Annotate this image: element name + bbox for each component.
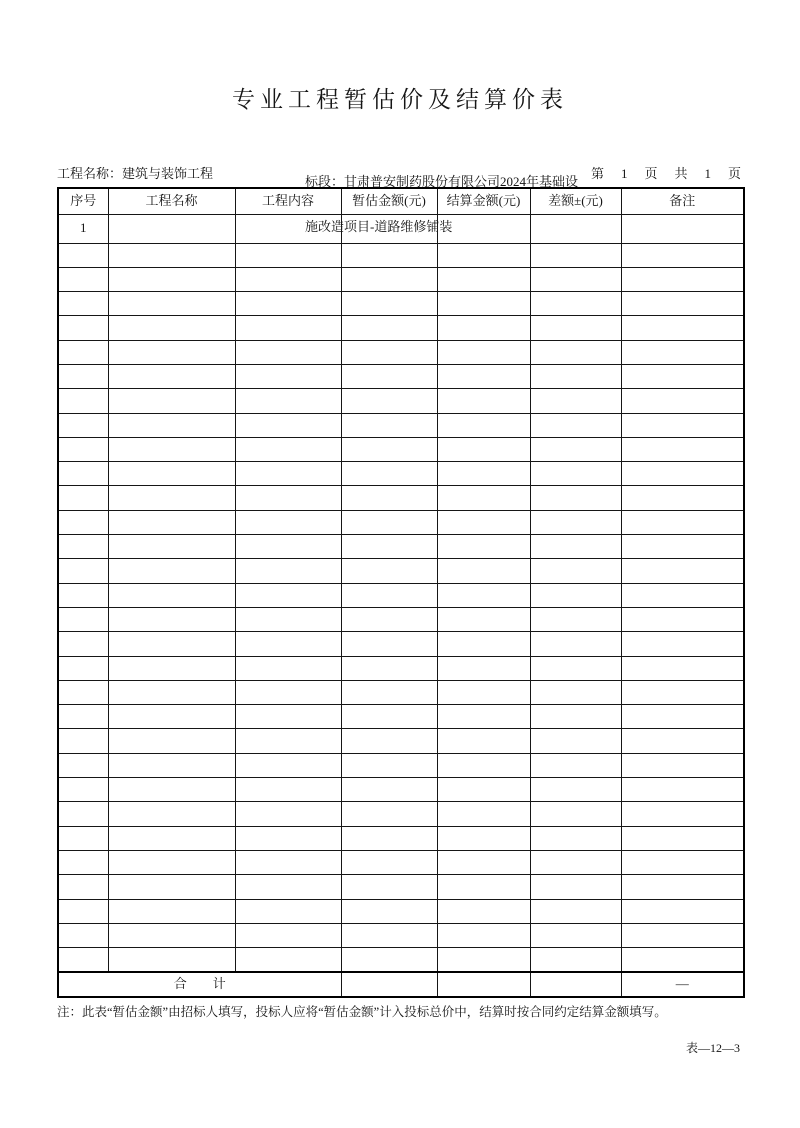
- table-cell: [437, 753, 530, 777]
- table-cell: [437, 437, 530, 461]
- table-cell: [235, 292, 341, 316]
- table-cell: [341, 753, 437, 777]
- table-cell: [530, 243, 621, 267]
- table-cell: [58, 753, 108, 777]
- table-cell: [58, 826, 108, 850]
- table-cell: [235, 850, 341, 874]
- table-cell: [235, 875, 341, 899]
- total-remark: —: [621, 972, 744, 997]
- table-cell: [108, 510, 235, 534]
- table-cell: [621, 437, 744, 461]
- table-cell: [58, 802, 108, 826]
- table-cell: [235, 535, 341, 559]
- table-cell: [530, 729, 621, 753]
- table-cell: [437, 632, 530, 656]
- table-cell: [108, 486, 235, 510]
- table-cell: [235, 214, 341, 243]
- table-cell: [621, 778, 744, 802]
- table-cell: [341, 214, 437, 243]
- table-cell: [108, 267, 235, 291]
- column-header: 结算金额(元): [437, 188, 530, 214]
- table-cell: [437, 583, 530, 607]
- table-cell: [108, 632, 235, 656]
- table-row: [58, 632, 744, 656]
- table-cell: [530, 802, 621, 826]
- table-row: [58, 316, 744, 340]
- table-cell: [341, 826, 437, 850]
- table-cell: [235, 462, 341, 486]
- table-cell: [530, 413, 621, 437]
- table-cell: [108, 364, 235, 388]
- table-row: [58, 778, 744, 802]
- table-cell: [437, 899, 530, 923]
- page-number: 第 1 页 共 1 页: [590, 166, 743, 181]
- table-cell: [235, 413, 341, 437]
- table-cell: [108, 583, 235, 607]
- table-cell: [108, 437, 235, 461]
- table-cell: [530, 680, 621, 704]
- table-cell: [437, 486, 530, 510]
- table-cell: [235, 729, 341, 753]
- table-row: [58, 753, 744, 777]
- table-row: [58, 462, 744, 486]
- table-cell: [530, 923, 621, 947]
- table-cell: [58, 778, 108, 802]
- table-cell: [621, 510, 744, 534]
- table-cell: [235, 437, 341, 461]
- total-value-cell: [341, 972, 437, 997]
- table-row: [58, 340, 744, 364]
- table-cell: 1: [58, 214, 108, 243]
- table-row: [58, 559, 744, 583]
- table-row: [58, 850, 744, 874]
- table-cell: [621, 340, 744, 364]
- column-header: 序号: [58, 188, 108, 214]
- table-cell: [235, 486, 341, 510]
- table-cell: [58, 486, 108, 510]
- table-cell: [235, 243, 341, 267]
- table-cell: [235, 559, 341, 583]
- total-value-cell: [530, 972, 621, 997]
- section-line2: 施改造项目-道路维修铺装: [305, 219, 453, 234]
- section-line1: 标段：甘肃普安制药股份有限公司2024年基础设: [305, 174, 579, 189]
- table-cell: [235, 778, 341, 802]
- table-cell: [58, 656, 108, 680]
- table-cell: [437, 705, 530, 729]
- table-cell: [341, 705, 437, 729]
- table-cell: [235, 802, 341, 826]
- table-cell: [530, 705, 621, 729]
- table-cell: [621, 583, 744, 607]
- table-cell: [621, 899, 744, 923]
- table-cell: [530, 267, 621, 291]
- table-row: [58, 510, 744, 534]
- table-cell: [621, 486, 744, 510]
- table-cell: [437, 340, 530, 364]
- table-cell: [58, 437, 108, 461]
- table-cell: [437, 656, 530, 680]
- table-cell: [530, 214, 621, 243]
- table-cell: [437, 802, 530, 826]
- table-cell: [621, 413, 744, 437]
- table-cell: [437, 364, 530, 388]
- table-cell: [341, 656, 437, 680]
- table-cell: [108, 729, 235, 753]
- table-cell: [437, 826, 530, 850]
- table-cell: [58, 948, 108, 972]
- table-cell: [621, 680, 744, 704]
- table-cell: [530, 389, 621, 413]
- table-cell: [437, 875, 530, 899]
- table-cell: [235, 680, 341, 704]
- table-cell: [108, 389, 235, 413]
- table-cell: [235, 656, 341, 680]
- table-cell: [341, 778, 437, 802]
- table-cell: [108, 875, 235, 899]
- table-cell: [235, 607, 341, 631]
- table-cell: [108, 243, 235, 267]
- total-row: [58, 972, 744, 997]
- table-cell: [341, 510, 437, 534]
- table-cell: [58, 462, 108, 486]
- footnote: 注：此表“暂估金额”由招标人填写，投标人应将“暂估金额”计入投标总价中，结算时按合同约定结算金额填写。: [57, 1005, 667, 1019]
- table-row: [58, 802, 744, 826]
- table-cell: [437, 462, 530, 486]
- table-cell: [108, 559, 235, 583]
- table-cell: [108, 607, 235, 631]
- table-cell: [341, 364, 437, 388]
- table-cell: [235, 705, 341, 729]
- table-cell: [437, 948, 530, 972]
- table-cell: [341, 559, 437, 583]
- table-cell: [58, 316, 108, 340]
- table-cell: [58, 340, 108, 364]
- total-label: 合 计: [58, 972, 341, 997]
- table-row: [58, 607, 744, 631]
- table-cell: [437, 535, 530, 559]
- table-cell: [58, 364, 108, 388]
- table-cell: [235, 826, 341, 850]
- table-cell: [621, 607, 744, 631]
- column-header: 工程内容: [235, 188, 341, 214]
- table-cell: [621, 214, 744, 243]
- table-cell: [530, 559, 621, 583]
- table-cell: [108, 705, 235, 729]
- table-cell: [437, 778, 530, 802]
- table-cell: [530, 583, 621, 607]
- table-cell: [621, 243, 744, 267]
- table-row: [58, 875, 744, 899]
- table-cell: [108, 923, 235, 947]
- table-cell: [58, 923, 108, 947]
- table-cell: [621, 632, 744, 656]
- table-cell: [621, 292, 744, 316]
- table-row: [58, 292, 744, 316]
- table-cell: [341, 632, 437, 656]
- table-row: [58, 729, 744, 753]
- table-cell: [437, 413, 530, 437]
- table-cell: [530, 607, 621, 631]
- table-cell: [235, 899, 341, 923]
- table-cell: [341, 462, 437, 486]
- table-cell: [621, 826, 744, 850]
- table-row: [58, 583, 744, 607]
- table-cell: [58, 850, 108, 874]
- table-cell: [341, 802, 437, 826]
- table-cell: [108, 826, 235, 850]
- table-cell: [437, 316, 530, 340]
- table-cell: [437, 559, 530, 583]
- table-cell: [58, 705, 108, 729]
- table-cell: [341, 729, 437, 753]
- table-cell: [341, 316, 437, 340]
- table-cell: [108, 778, 235, 802]
- table-cell: [530, 340, 621, 364]
- table-cell: [621, 656, 744, 680]
- table-cell: [621, 559, 744, 583]
- estimate-settlement-table: [57, 187, 745, 998]
- table-cell: [341, 875, 437, 899]
- table-cell: [235, 948, 341, 972]
- table-row: [58, 705, 744, 729]
- table-cell: [341, 948, 437, 972]
- table-cell: [530, 656, 621, 680]
- table-header-row: [58, 188, 744, 214]
- table-cell: [621, 267, 744, 291]
- table-cell: [621, 364, 744, 388]
- table-row: [58, 267, 744, 291]
- table-cell: [530, 316, 621, 340]
- table-row: [58, 437, 744, 461]
- table-cell: [437, 680, 530, 704]
- table-cell: [530, 826, 621, 850]
- table-cell: [437, 389, 530, 413]
- table-cell: [58, 389, 108, 413]
- table-cell: [341, 389, 437, 413]
- table-cell: [530, 753, 621, 777]
- table-row: [58, 389, 744, 413]
- table-cell: [341, 899, 437, 923]
- table-cell: [235, 340, 341, 364]
- table-cell: [58, 559, 108, 583]
- table-cell: [341, 850, 437, 874]
- table-cell: [437, 850, 530, 874]
- page-title: 专业工程暂估价及结算价表: [232, 87, 568, 112]
- table-row: [58, 535, 744, 559]
- table-cell: [108, 802, 235, 826]
- table-body: [58, 214, 744, 972]
- table-cell: [341, 437, 437, 461]
- table-cell: [621, 802, 744, 826]
- table-cell: [235, 583, 341, 607]
- column-header: 工程名称: [108, 188, 235, 214]
- table-row: [58, 826, 744, 850]
- table-cell: [530, 899, 621, 923]
- table-cell: [341, 607, 437, 631]
- table-row: [58, 214, 744, 243]
- table-cell: [530, 632, 621, 656]
- table-cell: [58, 267, 108, 291]
- column-header: 备注: [621, 188, 744, 214]
- table-row: [58, 899, 744, 923]
- table-cell: [108, 850, 235, 874]
- table-cell: [235, 364, 341, 388]
- table-cell: [341, 923, 437, 947]
- table-cell: [58, 729, 108, 753]
- table-cell: [621, 535, 744, 559]
- table-cell: [235, 316, 341, 340]
- table-cell: [621, 923, 744, 947]
- table-cell: [530, 510, 621, 534]
- table-row: [58, 364, 744, 388]
- table-cell: [621, 389, 744, 413]
- table-cell: [58, 535, 108, 559]
- table-cell: [58, 243, 108, 267]
- table-cell: [621, 705, 744, 729]
- table-cell: [235, 632, 341, 656]
- table-cell: [341, 292, 437, 316]
- total-value-cell: [437, 972, 530, 997]
- table-cell: [621, 462, 744, 486]
- table-cell: [621, 316, 744, 340]
- table-row: [58, 413, 744, 437]
- table-cell: [58, 292, 108, 316]
- table-cell: [530, 437, 621, 461]
- table-cell: [621, 948, 744, 972]
- table-cell: [437, 292, 530, 316]
- table-row: [58, 680, 744, 704]
- table-cell: [108, 340, 235, 364]
- table-cell: [58, 875, 108, 899]
- table-cell: [437, 243, 530, 267]
- table-cell: [437, 923, 530, 947]
- table-cell: [621, 729, 744, 753]
- table-cell: [341, 583, 437, 607]
- table-cell: [108, 753, 235, 777]
- table-cell: [108, 462, 235, 486]
- table-cell: [235, 510, 341, 534]
- table-cell: [58, 607, 108, 631]
- table-cell: [437, 607, 530, 631]
- table-cell: [530, 535, 621, 559]
- table-cell: [621, 875, 744, 899]
- table-code: 表—12—3: [685, 1041, 740, 1055]
- table-cell: [341, 680, 437, 704]
- table-cell: [58, 632, 108, 656]
- table-cell: [235, 753, 341, 777]
- table-cell: [341, 267, 437, 291]
- table-cell: [108, 316, 235, 340]
- table-cell: [341, 486, 437, 510]
- table-cell: [58, 510, 108, 534]
- table-cell: [530, 462, 621, 486]
- table-row: [58, 923, 744, 947]
- table-cell: [437, 729, 530, 753]
- table-cell: [108, 948, 235, 972]
- table-cell: [235, 389, 341, 413]
- table-cell: [341, 243, 437, 267]
- table-cell: [235, 923, 341, 947]
- table-cell: [530, 948, 621, 972]
- table-cell: [108, 899, 235, 923]
- table-row: [58, 486, 744, 510]
- table-cell: [341, 340, 437, 364]
- table-cell: [437, 510, 530, 534]
- table-cell: [341, 535, 437, 559]
- table-cell: [108, 680, 235, 704]
- table-row: [58, 948, 744, 972]
- table-cell: [437, 267, 530, 291]
- table-cell: [58, 899, 108, 923]
- table-cell: [530, 364, 621, 388]
- table-cell: [108, 292, 235, 316]
- table-cell: [530, 875, 621, 899]
- table-cell: [621, 850, 744, 874]
- table-cell: [108, 413, 235, 437]
- table-cell: [530, 292, 621, 316]
- table-cell: [235, 267, 341, 291]
- table-cell: [58, 413, 108, 437]
- table-cell: [437, 214, 530, 243]
- table-cell: [108, 656, 235, 680]
- table-row: [58, 656, 744, 680]
- column-header: 暂估金额(元): [341, 188, 437, 214]
- table-cell: [530, 850, 621, 874]
- table-cell: [58, 680, 108, 704]
- column-header: 差额±(元): [530, 188, 621, 214]
- table-cell: [530, 486, 621, 510]
- table-cell: [58, 583, 108, 607]
- table-cell: [108, 214, 235, 243]
- table-row: [58, 243, 744, 267]
- project-name: 工程名称：建筑与装饰工程: [57, 166, 214, 181]
- table-cell: [621, 753, 744, 777]
- table-cell: [530, 778, 621, 802]
- table-cell: [341, 413, 437, 437]
- table-cell: [108, 535, 235, 559]
